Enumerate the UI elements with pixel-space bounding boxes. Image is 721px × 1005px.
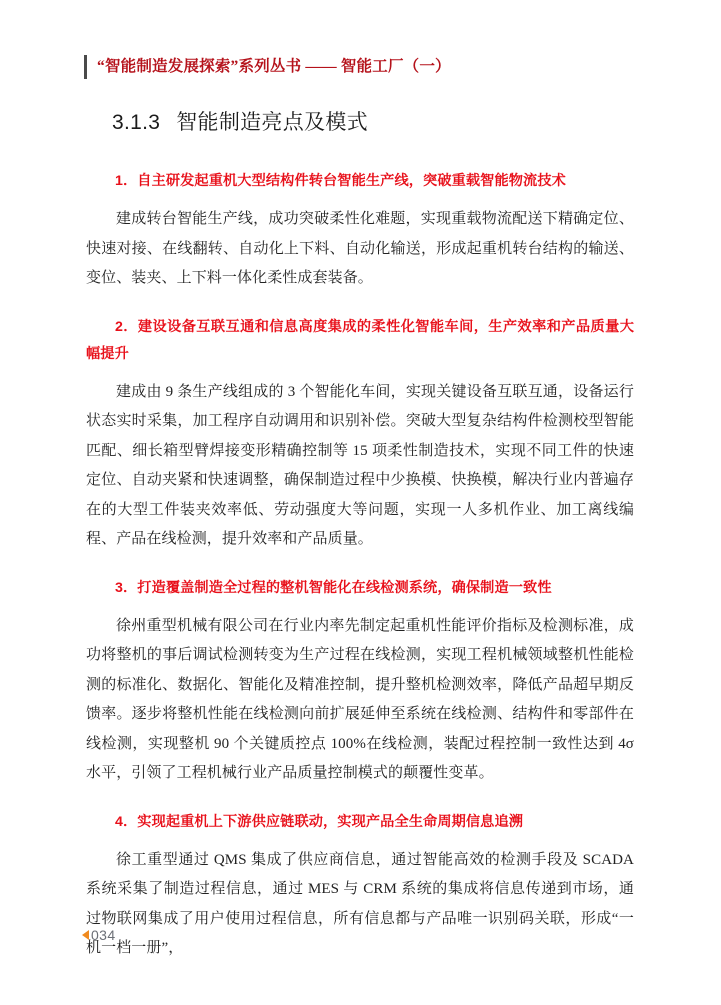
content-block-1: [86, 168, 634, 294]
sub-heading-4: 4．实现起重机上下游供应链联动，实现产品全生命周期信息追溯: [115, 813, 524, 830]
folio: [82, 928, 116, 942]
sub-heading-3: 3．打造覆盖制造全过程的整机智能化在线检测系统，确保制造一致性: [115, 579, 552, 596]
content-block-3: [86, 575, 634, 789]
header-accent-rule: [84, 55, 87, 79]
page-number: 034: [91, 927, 116, 943]
body-paragraph-3: 徐州重型机械有限公司在行业内率先制定起重机性能评价指标及检测标准，成功将整机的事后调试检测转变为生产过程在线检测，实现工程机械领域整机性能检测的标准化、数据化、智能化及精准控制，提升整机检测效率，降低产品超早期反馈率。逐步将整机性能在线检测向前扩展延伸至系统在线检测、结构件和零部件在线检测，实现整机 90 个关键质控点 100%在线检测，装配过程控制一致性达到 4σ 水平，引领了工程机械行业产品质量控制模式的颠覆性变革。: [86, 617, 634, 781]
triangle-left-icon: [82, 930, 89, 940]
section-number: 3.1.3: [112, 111, 161, 134]
content-column: [86, 168, 634, 964]
sub-heading-1: 1．自主研发起重机大型结构件转台智能生产线，突破重载智能物流技术: [115, 173, 566, 189]
running-header-title: “智能制造发展探索”系列丛书 —— 智能工厂（一）: [97, 58, 451, 75]
body-paragraph-2: 建成由 9 条生产线组成的 3 个智能化车间，实现关键设备互联互通，设备运行状态实时采集，加工程序自动调用和识别补偿。突破大型复杂结构件检测校型智能匹配、细长箱型臂焊接变形精确控制等 15 项柔性制造技术，实现不同工件的快速定位、自动夹紧和快速调整，确保制造过程中少换模、快换模，解决行业内普遍存在的大型工件装夹效率低、劳动强度大等问题，实现一人多机作业、加工离线编程、产品在线检测，提升效率和产品质量。: [86, 383, 634, 547]
content-block-4: [86, 809, 634, 964]
body-paragraph-1: 建成转台智能生产线，成功突破柔性化难题，实现重载物流配送下精确定位、快速对接、在线翻转、自动化上下料、自动化输送，形成起重机转台结构的输送、变位、装夹、上下料一体化柔性成套装备。: [86, 211, 634, 286]
content-block-2: [86, 314, 634, 555]
section-title-text: 智能制造亮点及模式: [176, 111, 368, 134]
page-title: [112, 106, 368, 136]
body-paragraph-4: 徐工重型通过 QMS 集成了供应商信息，通过智能高效的检测手段及 SCADA 系统采集了制造过程信息，通过 MES 与 CRM 系统的集成将信息传递到市场，通过物联网集成了用户使用过程信息，所有信息都与产品唯一识别码关联，形成“一机一档一册”，: [86, 851, 634, 956]
running-header: [84, 54, 451, 80]
sub-heading-2: 2．建设设备互联互通和信息高度集成的柔性化智能车间，生产效率和产品质量大幅提升: [86, 318, 634, 362]
